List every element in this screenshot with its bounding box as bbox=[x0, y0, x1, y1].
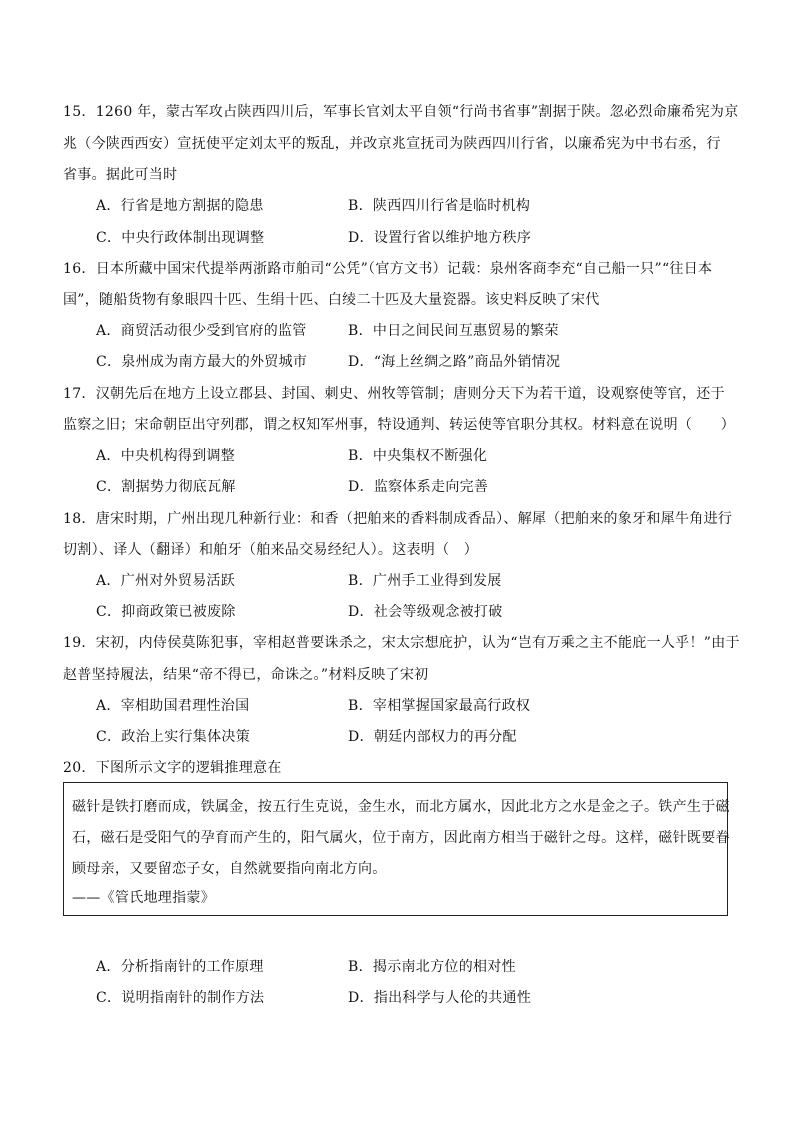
q17-option-a: A．中央机构得到调整 bbox=[96, 448, 236, 464]
q19-option-d: D．朝廷内部权力的再分配 bbox=[348, 729, 517, 745]
q20-stem-line-1: 20．下图所示文字的逻辑推理意在 bbox=[63, 760, 282, 776]
q17-stem-line-2: 监察之旧；宋命朝臣出守列郡，谓之权知军州事，特设通判、转运使等官职分其权。材料意在说明（ ） bbox=[63, 417, 736, 433]
q19-option-a: A．宰相助国君理性治国 bbox=[96, 698, 250, 714]
q15-option-b: B．陕西四川行省是临时机构 bbox=[348, 198, 531, 214]
q17-option-d: D．监察体系走向完善 bbox=[348, 479, 489, 495]
q20-option-d: D．指出科学与人伦的共通性 bbox=[348, 990, 532, 1006]
q15-stem-line-3: 省事。据此可当时 bbox=[63, 167, 178, 183]
q19-stem-line-2: 赵普坚持履法，结果“帝不得已，命诛之。”材料反映了宋初 bbox=[63, 667, 429, 683]
q17-stem-line-1: 17．汉朝先后在地方上设立郡县、封国、刺史、州牧等管制；唐则分天下为若干道，设观察使等官，还于 bbox=[63, 386, 725, 402]
q17-option-b: B．中央集权不断强化 bbox=[348, 448, 488, 464]
q16-stem-line-1: 16．日本所藏中国宋代提举两浙路市舶司“公凭”（官方文书）记载：泉州客商李充“自己船一只”“往日本 bbox=[63, 261, 713, 277]
q20-option-a: A．分析指南针的工作原理 bbox=[96, 959, 264, 975]
q16-option-d: D．“海上丝绸之路”商品外销情况 bbox=[348, 354, 561, 370]
q20-option-c: C．说明指南针的制作方法 bbox=[96, 990, 265, 1006]
q20-quote-box bbox=[63, 782, 728, 916]
q15-option-d: D．设置行省以维护地方秩序 bbox=[348, 230, 532, 246]
q16-option-b: B．中日之间民间互惠贸易的繁荣 bbox=[348, 323, 559, 339]
q15-option-c: C．中央行政体制出现调整 bbox=[96, 230, 265, 246]
q20-quote-line-3: 顾母亲，又要留恋子女，自然就要指向南北方向。 bbox=[72, 861, 387, 877]
q17-option-c: C．割据势力彻底瓦解 bbox=[96, 479, 236, 495]
q20-option-b: B．揭示南北方位的相对性 bbox=[348, 959, 516, 975]
q20-quote-line-2: 石，磁石是受阳气的孕育而产生的，阳气属火，位于南方，因此南方相当于磁针之母。这样，磁针既要眷 bbox=[72, 830, 730, 846]
q15-stem-line-2: 兆（今陕西西安）宣抚使平定刘太平的叛乱，并改京兆宣抚司为陕西四川行省，以廉希宪为中书右丞，行 bbox=[63, 136, 721, 152]
q16-option-c: C．泉州成为南方最大的外贸城市 bbox=[96, 354, 308, 370]
q18-option-d: D．社会等级观念被打破 bbox=[348, 604, 503, 620]
q20-quote-source: ——《管氏地理指蒙》 bbox=[72, 890, 215, 906]
q18-stem-line-1: 18．唐宋时期，广州出现几种新行业：和香（把舶来的香料制成香品）、解犀（把舶来的象牙和犀牛角进行 bbox=[63, 511, 733, 527]
q19-option-c: C．政治上实行集体决策 bbox=[96, 729, 251, 745]
q19-option-b: B．宰相掌握国家最高行政权 bbox=[348, 698, 531, 714]
q18-option-b: B．广州手工业得到发展 bbox=[348, 573, 502, 589]
q15-option-a: A．行省是地方割据的隐患 bbox=[96, 198, 264, 214]
q16-stem-line-2: 国”，随船货物有象眼四十匹、生绢十匹、白绫二十匹及大量瓷器。该史料反映了宋代 bbox=[63, 292, 600, 308]
q18-option-a: A．广州对外贸易活跃 bbox=[96, 573, 236, 589]
q18-stem-line-2: 切割）、译人（翻译）和舶牙（舶来品交易经纪人）。这表明（ ） bbox=[63, 542, 478, 558]
q18-option-c: C．抑商政策已被废除 bbox=[96, 604, 236, 620]
q19-stem-line-1: 19．宋初，内侍侯莫陈犯事，宰相赵普要诛杀之，宋太宗想庇护，认为“岂有万乘之主不能庇一人乎！”由于 bbox=[63, 635, 740, 651]
q15-stem-line-1: 15．1260 年，蒙古军攻占陕西四川后，军事长官刘太平自领“行尚书省事”割据于陕。忽必烈命廉希宪为京 bbox=[63, 104, 739, 120]
q20-quote-line-1: 磁针是铁打磨而成，铁属金，按五行生克说，金生水，而北方属水，因此北方之水是金之子。铁产生于磁 bbox=[72, 799, 730, 815]
q16-option-a: A．商贸活动很少受到官府的监管 bbox=[96, 323, 307, 339]
